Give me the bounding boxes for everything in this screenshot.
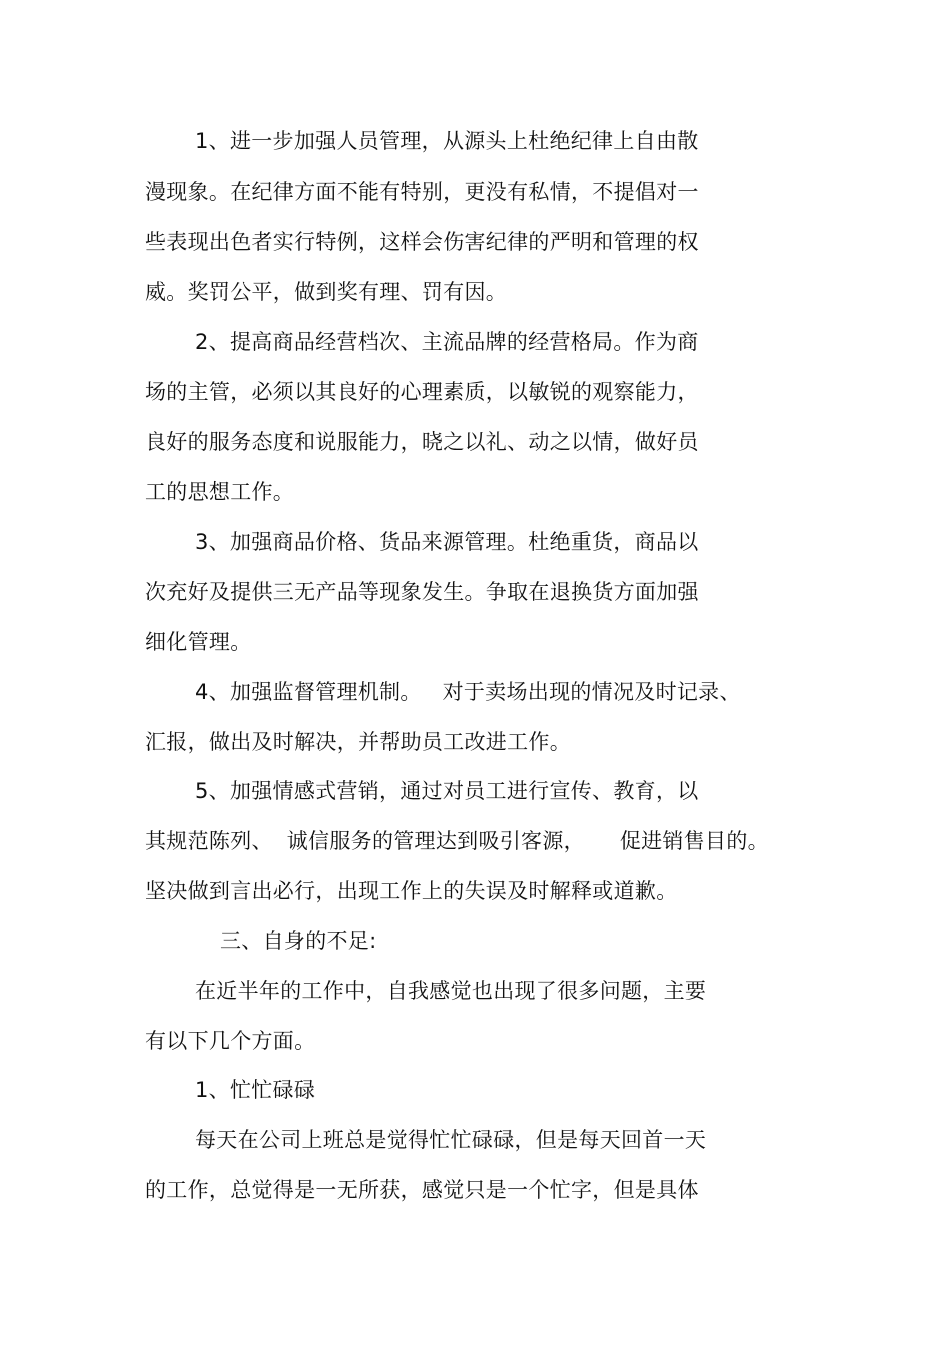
text-line: 次充好及提供三无产品等现象发生。争取在退换货方面加强 — [145, 580, 699, 604]
text-line: 1、进一步加强人员管理，从源头上杜绝纪律上自由散 — [195, 129, 699, 153]
text-line: 细化管理。 — [145, 630, 252, 654]
section-heading: 三、自身的不足: — [220, 929, 377, 953]
text-line: 场的主管，必须以其良好的心理素质，以敏锐的观察能力， — [145, 380, 699, 404]
text-line: 2、提高商品经营档次、主流品牌的经营格局。作为商 — [195, 330, 699, 354]
text-line: 其规范陈列、 诚信服务的管理达到吸引客源， 促进销售目的。 — [145, 829, 769, 853]
text-line: 些表现出色者实行特例，这样会伤害纪律的严明和管理的权 — [145, 230, 699, 254]
text-line: 在近半年的工作中，自我感觉也出现了很多问题，主要 — [195, 979, 707, 1003]
text-line: 威。奖罚公平，做到奖有理、罚有因。 — [145, 280, 508, 304]
text-line: 有以下几个方面。 — [145, 1029, 316, 1053]
text-line: 漫现象。在纪律方面不能有特别，更没有私情，不提倡对一 — [145, 180, 699, 204]
text-line: 坚决做到言出必行，出现工作上的失误及时解释或道歉。 — [145, 879, 678, 903]
text-line: 工的思想工作。 — [145, 480, 295, 504]
text-line: 汇报，做出及时解决，并帮助员工改进工作。 — [145, 730, 571, 754]
text-line: 4、加强监督管理机制。 对于卖场出现的情况及时记录、 — [195, 680, 741, 704]
subsection-heading: 1、忙忙碌碌 — [195, 1078, 316, 1102]
text-line: 5、加强情感式营销，通过对员工进行宣传、教育，以 — [195, 779, 699, 803]
text-line: 3、加强商品价格、货品来源管理。杜绝重货，商品以 — [195, 530, 699, 554]
text-line: 良好的服务态度和说服能力，晓之以礼、动之以情，做好员 — [145, 430, 699, 454]
text-line: 每天在公司上班总是觉得忙忙碌碌，但是每天回首一天 — [195, 1128, 707, 1152]
text-line: 的工作，总觉得是一无所获，感觉只是一个忙字，但是具体 — [145, 1178, 699, 1202]
